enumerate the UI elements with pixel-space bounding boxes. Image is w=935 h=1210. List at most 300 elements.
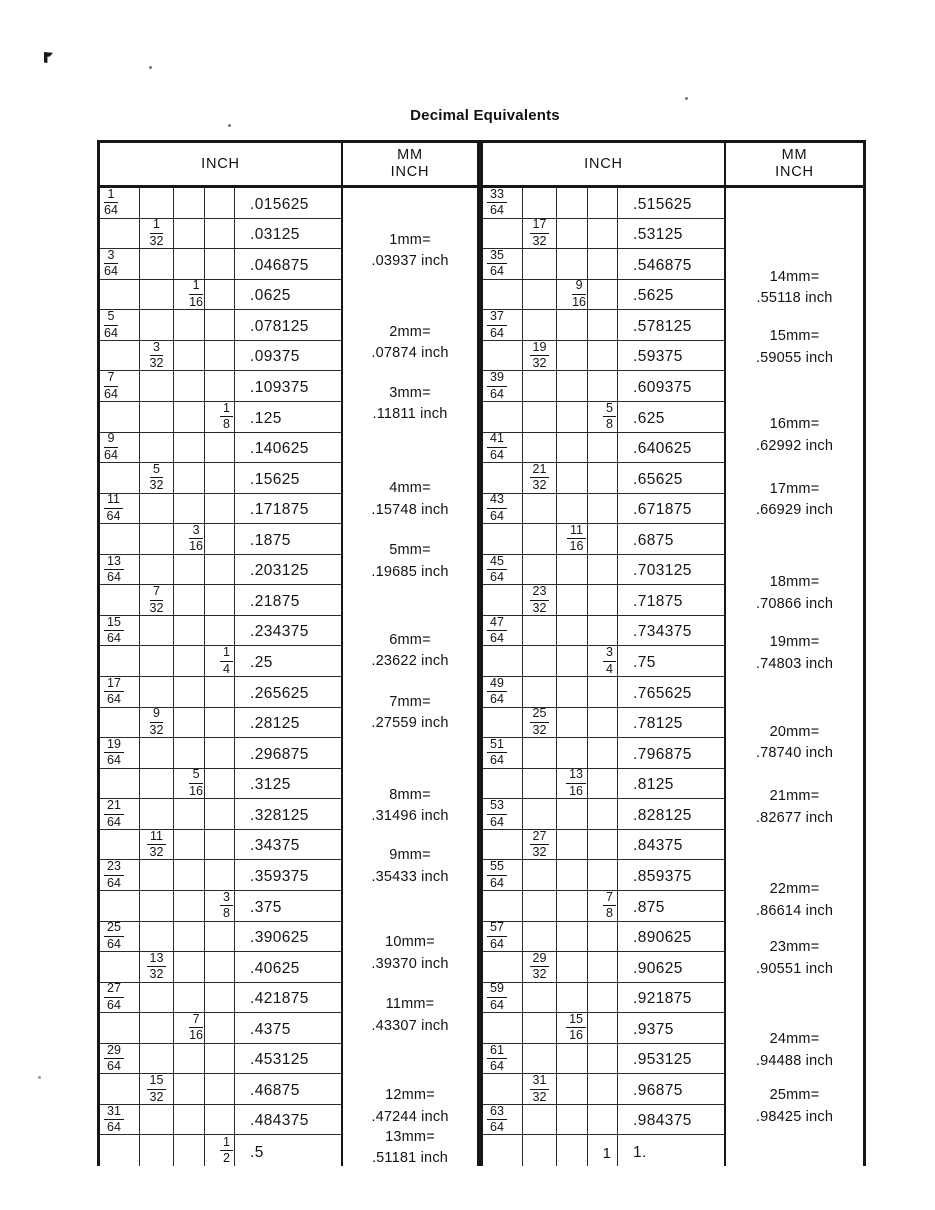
fraction-numerator: 21 bbox=[104, 800, 124, 815]
fraction-col-32nds bbox=[140, 524, 174, 554]
fraction bbox=[149, 339, 164, 371]
fraction-col-16ths bbox=[174, 708, 205, 738]
fraction bbox=[530, 219, 550, 247]
decimal-value: .171875 bbox=[250, 501, 309, 519]
fraction-col-32nds bbox=[523, 463, 557, 493]
fraction-denominator: 32 bbox=[149, 356, 164, 371]
fraction-col-8ths bbox=[205, 280, 235, 310]
fraction-col-16ths bbox=[557, 1074, 588, 1104]
mm-inch-value: .19685 inch bbox=[371, 563, 449, 580]
fraction-col-16ths bbox=[174, 463, 205, 493]
fraction bbox=[487, 433, 507, 461]
fraction-col-64ths bbox=[100, 341, 140, 371]
fraction-col-64ths bbox=[483, 799, 523, 829]
fraction-col-16ths bbox=[557, 1105, 588, 1135]
fraction-col-32nds bbox=[140, 983, 174, 1013]
decimal-value: .1875 bbox=[250, 531, 291, 549]
fraction-denominator: 16 bbox=[189, 294, 203, 309]
inch-row bbox=[100, 555, 341, 586]
fraction-col-32nds bbox=[523, 249, 557, 279]
fraction bbox=[487, 311, 507, 339]
fraction-col-16ths bbox=[174, 952, 205, 982]
fraction-col-8ths bbox=[205, 371, 235, 401]
fraction-numerator: 5 bbox=[104, 311, 118, 326]
fraction-col-8ths bbox=[205, 433, 235, 463]
fraction-denominator: 32 bbox=[149, 233, 164, 248]
fraction-numerator: 17 bbox=[104, 678, 124, 693]
fraction-col-16ths bbox=[557, 249, 588, 279]
mm-label: 16mm= bbox=[769, 416, 820, 433]
mm-label: 25mm= bbox=[769, 1087, 820, 1103]
fraction-col-64ths bbox=[100, 433, 140, 463]
inch-row bbox=[100, 922, 341, 953]
inch-row bbox=[483, 1044, 724, 1075]
fraction-col-16ths bbox=[557, 310, 588, 340]
fraction bbox=[487, 247, 507, 279]
fraction-col-64ths bbox=[483, 494, 523, 524]
inch-row bbox=[483, 1105, 724, 1136]
fraction-col-8ths bbox=[205, 1044, 235, 1074]
fraction-col-64ths bbox=[483, 402, 523, 432]
fraction-col-32nds bbox=[523, 983, 557, 1013]
fraction bbox=[104, 983, 124, 1011]
fraction-col-64ths bbox=[483, 585, 523, 615]
fraction-col-64ths bbox=[483, 891, 523, 921]
fraction bbox=[530, 950, 550, 982]
page-title: Decimal Equivalents bbox=[410, 107, 560, 124]
mm-header-line2: INCH bbox=[775, 164, 814, 180]
fraction-col-16ths bbox=[557, 922, 588, 952]
fraction-numerator: 7 bbox=[150, 586, 164, 601]
inch-row bbox=[100, 983, 341, 1014]
fraction-col-16ths bbox=[557, 433, 588, 463]
fraction-col-32nds bbox=[140, 1105, 174, 1135]
mm-inch-value: .90551 inch bbox=[755, 960, 834, 977]
fraction-numerator: 13 bbox=[104, 556, 124, 571]
fraction-col-32nds bbox=[523, 1135, 557, 1166]
mm-inch-value: .86614 inch bbox=[755, 902, 834, 919]
fraction-denominator: 8 bbox=[606, 417, 613, 432]
fraction-col-64ths bbox=[100, 555, 140, 585]
fraction-denominator: 64 bbox=[107, 997, 121, 1012]
fraction-denominator: 64 bbox=[490, 386, 504, 401]
fraction-col-32nds bbox=[523, 799, 557, 829]
decimal-value: .515625 bbox=[633, 195, 692, 213]
decimal-value: .265625 bbox=[250, 684, 309, 702]
fraction-col-64ths bbox=[483, 188, 523, 218]
fraction bbox=[487, 186, 507, 218]
decimal-value: .640625 bbox=[633, 440, 692, 458]
fraction-denominator: 64 bbox=[104, 386, 118, 401]
fraction-col-64ths bbox=[483, 341, 523, 371]
mm-inch-value: .27559 inch bbox=[371, 715, 449, 732]
decimal-value: .484375 bbox=[250, 1112, 309, 1130]
fraction-col-8ths bbox=[205, 1074, 235, 1104]
inch-row bbox=[100, 433, 341, 464]
fraction-col-16ths bbox=[174, 860, 205, 890]
fraction-col-16ths bbox=[557, 524, 588, 554]
fraction-col-8ths bbox=[588, 1013, 618, 1043]
fraction-col-8ths bbox=[588, 922, 618, 952]
fraction-denominator: 64 bbox=[490, 1120, 504, 1135]
fraction-col-16ths bbox=[174, 769, 205, 799]
inch-row bbox=[483, 799, 724, 830]
fraction-col-16ths bbox=[174, 585, 205, 615]
fraction-col-32nds bbox=[140, 738, 174, 768]
fraction-col-64ths bbox=[483, 433, 523, 463]
fraction-col-32nds bbox=[523, 1044, 557, 1074]
fraction-numerator: 7 bbox=[603, 892, 616, 907]
fraction bbox=[104, 433, 118, 461]
decimal-value: .65625 bbox=[633, 470, 683, 488]
fraction-col-16ths bbox=[557, 860, 588, 890]
fraction-numerator: 5 bbox=[603, 403, 616, 418]
fraction-denominator: 2 bbox=[223, 1151, 230, 1166]
fraction-numerator: 37 bbox=[487, 311, 507, 326]
mm-inch-value: .47244 inch bbox=[371, 1108, 449, 1125]
fraction-col-16ths bbox=[557, 646, 588, 676]
fraction bbox=[567, 522, 586, 554]
fraction-col-8ths bbox=[588, 1044, 618, 1074]
fraction-numerator: 33 bbox=[487, 189, 507, 204]
mm-label: 17mm= bbox=[769, 480, 820, 497]
fraction-col-16ths bbox=[557, 738, 588, 768]
inch-row bbox=[483, 585, 724, 616]
mm-conversion-note bbox=[726, 572, 863, 615]
fraction-denominator: 4 bbox=[223, 661, 230, 676]
fraction-col-64ths bbox=[483, 310, 523, 340]
fraction-numerator: 63 bbox=[487, 1106, 507, 1121]
fraction-col-32nds bbox=[140, 708, 174, 738]
fraction-numerator: 19 bbox=[104, 739, 124, 754]
decimal-value: .84375 bbox=[633, 837, 683, 855]
fraction-col-16ths bbox=[557, 585, 588, 615]
fraction-denominator: 32 bbox=[149, 722, 164, 737]
fraction-col-8ths bbox=[205, 708, 235, 738]
fraction bbox=[104, 736, 124, 768]
fraction-denominator: 64 bbox=[107, 936, 121, 951]
scan-mark bbox=[44, 52, 53, 63]
fraction-denominator: 16 bbox=[569, 539, 584, 554]
mm-conversion-note bbox=[343, 845, 477, 888]
mm-label: 4mm= bbox=[389, 480, 431, 497]
decimal-value: .046875 bbox=[250, 256, 309, 274]
decimal-value: .46875 bbox=[250, 1081, 300, 1099]
fraction-numerator: 1 bbox=[220, 1137, 233, 1152]
fraction-denominator: 64 bbox=[107, 1059, 121, 1074]
mm-label: 6mm= bbox=[389, 631, 431, 648]
fraction-numerator: 3 bbox=[150, 342, 164, 357]
inch-row bbox=[100, 1135, 341, 1166]
fraction-col-16ths bbox=[174, 280, 205, 310]
inch-row bbox=[100, 830, 341, 861]
fraction-numerator: 39 bbox=[487, 372, 507, 387]
decimal-value: .5625 bbox=[633, 287, 674, 305]
fraction-col-8ths bbox=[588, 860, 618, 890]
inch-row bbox=[483, 524, 724, 555]
decimal-value: .703125 bbox=[633, 562, 692, 580]
fraction-col-32nds bbox=[140, 616, 174, 646]
inch-row bbox=[100, 524, 341, 555]
fraction bbox=[487, 1042, 507, 1074]
fraction bbox=[487, 736, 507, 768]
decimal-value: .234375 bbox=[250, 623, 309, 641]
fraction-numerator: 9 bbox=[104, 433, 118, 448]
mm-label: 19mm= bbox=[769, 634, 820, 651]
fraction-col-8ths bbox=[205, 1135, 235, 1166]
fraction-col-8ths bbox=[588, 738, 618, 768]
fraction-col-32nds bbox=[140, 1044, 174, 1074]
fraction-col-16ths bbox=[174, 1044, 205, 1074]
fraction-numerator: 5 bbox=[189, 769, 203, 784]
mm-conversion-note bbox=[726, 267, 863, 310]
fraction bbox=[530, 708, 550, 736]
fraction-col-64ths bbox=[100, 891, 140, 921]
fraction-numerator: 51 bbox=[487, 739, 507, 754]
inch-row bbox=[100, 341, 341, 372]
fraction-col-16ths bbox=[174, 524, 205, 554]
fraction-col-32nds bbox=[523, 371, 557, 401]
decimal-value: .15625 bbox=[250, 470, 300, 488]
fraction bbox=[104, 372, 118, 400]
fraction-col-32nds bbox=[140, 1013, 174, 1043]
fraction-col-64ths bbox=[100, 1074, 140, 1104]
fraction-col-8ths bbox=[205, 585, 235, 615]
fraction-col-32nds bbox=[523, 1013, 557, 1043]
fraction-denominator: 64 bbox=[104, 447, 118, 462]
decimal-value: .25 bbox=[250, 654, 273, 671]
fraction-numerator: 11 bbox=[147, 831, 166, 846]
fraction bbox=[150, 586, 164, 614]
fraction bbox=[104, 311, 118, 339]
inch-row bbox=[100, 310, 341, 341]
fraction-col-64ths bbox=[100, 646, 140, 676]
fraction-col-8ths bbox=[588, 219, 618, 249]
decimal-value: .578125 bbox=[633, 317, 692, 335]
fraction bbox=[150, 708, 164, 736]
fraction-denominator: 16 bbox=[189, 539, 203, 554]
decimal-value: .75 bbox=[633, 654, 656, 671]
fraction-col-64ths bbox=[483, 555, 523, 585]
inch-row bbox=[483, 341, 724, 372]
mm-conversion-note bbox=[343, 540, 477, 583]
decimal-value: .875 bbox=[633, 898, 665, 916]
fraction bbox=[104, 675, 124, 707]
inch-row bbox=[483, 1013, 724, 1044]
fraction-col-8ths bbox=[205, 799, 235, 829]
fraction-denominator: 64 bbox=[490, 936, 504, 951]
fraction-numerator: 55 bbox=[487, 861, 507, 876]
mm-conversion-note bbox=[726, 722, 863, 765]
decimal-value: 1. bbox=[633, 1144, 647, 1161]
fraction-numerator: 45 bbox=[487, 556, 507, 571]
inch-row bbox=[483, 310, 724, 341]
fraction-col-64ths bbox=[100, 524, 140, 554]
inch-row bbox=[100, 799, 341, 830]
fraction-col-16ths bbox=[557, 891, 588, 921]
fraction-col-8ths bbox=[588, 891, 618, 921]
decimal-value: .8125 bbox=[633, 776, 674, 794]
inch-row bbox=[483, 494, 724, 525]
decimal-value: .09375 bbox=[250, 348, 300, 366]
mm-conversion-note bbox=[343, 932, 477, 975]
mm-label: 21mm= bbox=[769, 788, 820, 805]
fraction bbox=[487, 675, 507, 707]
decimal-value: .453125 bbox=[250, 1051, 309, 1069]
fraction-denominator: 64 bbox=[490, 692, 504, 707]
fraction bbox=[149, 461, 164, 493]
fraction bbox=[189, 280, 203, 308]
inch-row bbox=[100, 677, 341, 708]
fraction-col-8ths bbox=[588, 1105, 618, 1135]
fraction-numerator: 27 bbox=[104, 983, 124, 998]
column-header-mm-left bbox=[341, 143, 477, 188]
decimal-value: .53125 bbox=[633, 226, 683, 244]
fraction-denominator: 32 bbox=[149, 1089, 164, 1104]
fraction-col-64ths bbox=[100, 983, 140, 1013]
fraction-denominator: 64 bbox=[490, 875, 504, 890]
fraction-numerator: 1 bbox=[150, 219, 164, 234]
mm-inch-value: .23622 inch bbox=[371, 653, 449, 670]
fraction-col-32nds bbox=[140, 219, 174, 249]
mm-label: 11mm= bbox=[385, 996, 435, 1013]
fraction bbox=[104, 922, 124, 950]
fraction bbox=[566, 1011, 586, 1043]
fraction-col-32nds bbox=[523, 860, 557, 890]
fraction-col-16ths bbox=[174, 249, 205, 279]
fraction-col-32nds bbox=[140, 402, 174, 432]
inch-row bbox=[100, 585, 341, 616]
fraction-col-16ths bbox=[174, 677, 205, 707]
fraction-col-64ths bbox=[100, 922, 140, 952]
fraction-col-8ths bbox=[588, 983, 618, 1013]
fraction-col-16ths bbox=[557, 494, 588, 524]
mm-inch-value: .35433 inch bbox=[371, 868, 449, 885]
fraction-col-64ths bbox=[483, 1044, 523, 1074]
inch-row bbox=[483, 280, 724, 311]
inch-row bbox=[483, 463, 724, 494]
fraction-col-32nds bbox=[523, 310, 557, 340]
mm-inch-value: .43307 inch bbox=[371, 1017, 449, 1034]
decimal-value: .078125 bbox=[250, 317, 309, 335]
fraction-col-32nds bbox=[140, 860, 174, 890]
inch-row bbox=[483, 677, 724, 708]
fraction-col-32nds bbox=[523, 646, 557, 676]
mm-inch-value: .03937 inch bbox=[371, 253, 449, 270]
fraction-col-32nds bbox=[140, 188, 174, 218]
fraction-numerator: 21 bbox=[530, 464, 550, 479]
fraction-col-64ths bbox=[100, 1044, 140, 1074]
fraction-col-8ths bbox=[588, 952, 618, 982]
inch-row bbox=[100, 769, 341, 800]
fraction-col-16ths bbox=[557, 677, 588, 707]
fraction-numerator: 11 bbox=[104, 494, 123, 509]
fraction-col-16ths bbox=[557, 341, 588, 371]
fraction-col-64ths bbox=[100, 830, 140, 860]
fraction-numerator: 29 bbox=[530, 953, 550, 968]
inch-row bbox=[100, 1074, 341, 1105]
fraction-denominator: 64 bbox=[107, 875, 121, 890]
mm-header-line1: MM bbox=[397, 147, 423, 163]
fraction-col-8ths bbox=[205, 463, 235, 493]
fraction-col-64ths bbox=[483, 524, 523, 554]
fraction-col-8ths bbox=[588, 555, 618, 585]
decimal-value: .203125 bbox=[250, 562, 309, 580]
fraction bbox=[104, 614, 124, 646]
fraction-col-16ths bbox=[557, 1135, 588, 1166]
fraction-col-8ths bbox=[588, 585, 618, 615]
fraction-denominator: 32 bbox=[532, 845, 547, 860]
fraction-col-64ths bbox=[100, 371, 140, 401]
decimal-value: .140625 bbox=[250, 440, 309, 458]
fraction-denominator: 64 bbox=[107, 570, 121, 585]
fraction-col-64ths bbox=[100, 463, 140, 493]
fraction-col-64ths bbox=[483, 249, 523, 279]
fraction-col-32nds bbox=[140, 463, 174, 493]
fraction-col-32nds bbox=[523, 1105, 557, 1135]
decimal-value: .90625 bbox=[633, 959, 683, 977]
fraction-col-16ths bbox=[174, 1013, 205, 1043]
mm-label: 5mm= bbox=[389, 542, 431, 559]
mm-conversion-note bbox=[343, 692, 477, 735]
mm-inch-value: .70866 inch bbox=[755, 595, 834, 612]
fraction-col-16ths bbox=[557, 280, 588, 310]
inch-row bbox=[483, 646, 724, 677]
inch-row bbox=[100, 646, 341, 677]
inch-row bbox=[100, 219, 341, 250]
fraction-col-32nds bbox=[523, 677, 557, 707]
fraction bbox=[603, 400, 616, 432]
fraction-col-64ths bbox=[483, 1135, 523, 1166]
scan-speck bbox=[38, 1076, 41, 1079]
fraction bbox=[220, 647, 233, 675]
decimal-value: .421875 bbox=[250, 990, 309, 1008]
fraction-col-32nds bbox=[140, 922, 174, 952]
fraction-col-64ths bbox=[483, 922, 523, 952]
fraction-denominator: 32 bbox=[532, 356, 547, 371]
fraction-col-16ths bbox=[557, 371, 588, 401]
fraction-col-16ths bbox=[174, 433, 205, 463]
fraction-col-16ths bbox=[174, 188, 205, 218]
mm-inch-value: .94488 inch bbox=[755, 1052, 834, 1069]
fraction-col-8ths bbox=[205, 341, 235, 371]
inch-row bbox=[483, 891, 724, 922]
mm-conversion-note bbox=[343, 478, 477, 521]
fraction-col-64ths bbox=[100, 860, 140, 890]
fraction-col-64ths bbox=[100, 249, 140, 279]
inch-row bbox=[483, 708, 724, 739]
mm-conversion-note bbox=[726, 414, 863, 457]
fraction-denominator: 64 bbox=[490, 570, 504, 585]
fraction-col-16ths bbox=[174, 799, 205, 829]
mm-column-right bbox=[724, 188, 863, 1166]
fraction bbox=[189, 1011, 203, 1043]
mm-conversion-note bbox=[726, 937, 863, 980]
decimal-value: .296875 bbox=[250, 745, 309, 763]
fraction-numerator: 41 bbox=[487, 433, 507, 448]
fraction-col-64ths bbox=[100, 1135, 140, 1166]
inch-row bbox=[100, 891, 341, 922]
fraction-denominator: 64 bbox=[490, 508, 504, 523]
fraction-col-64ths bbox=[100, 494, 140, 524]
fraction-col-16ths bbox=[557, 769, 588, 799]
mm-inch-value: .39370 inch bbox=[371, 955, 449, 972]
inch-row bbox=[483, 371, 724, 402]
mm-conversion-note bbox=[343, 322, 477, 365]
mm-label: 10mm= bbox=[385, 934, 435, 951]
fraction bbox=[104, 553, 124, 585]
fraction-denominator: 64 bbox=[490, 753, 504, 768]
